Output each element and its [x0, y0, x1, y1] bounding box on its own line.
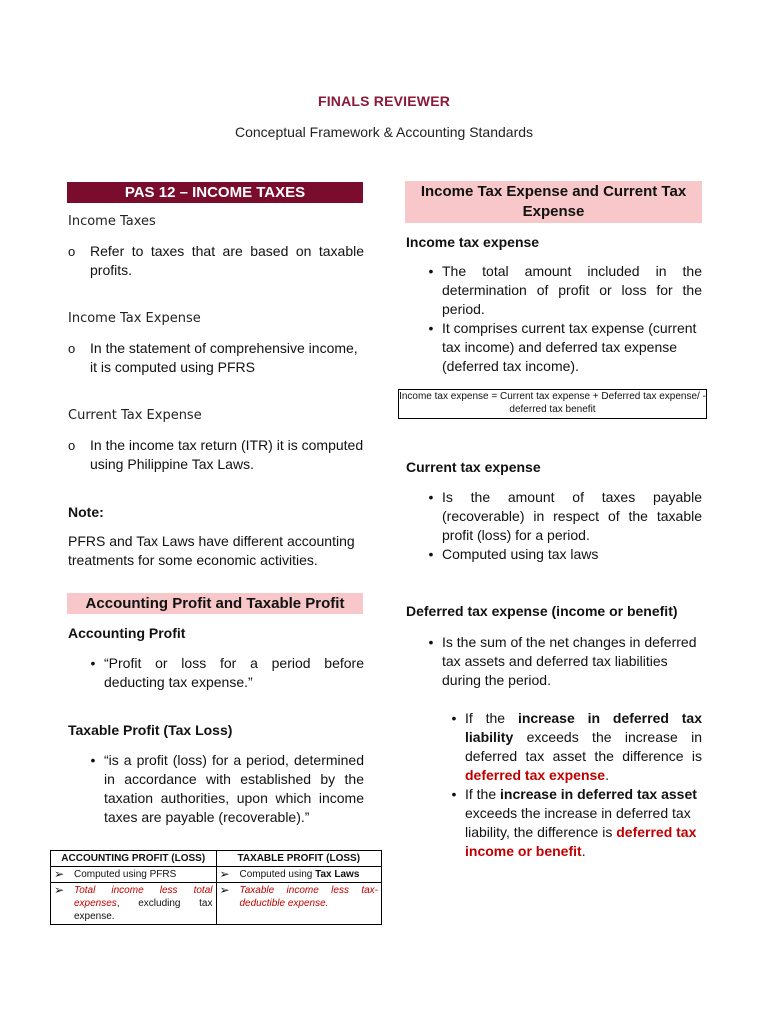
table-header-taxable: TAXABLE PROFIT (LOSS) [216, 851, 382, 867]
taxable-profit-heading: Taxable Profit (Tax Loss) [68, 722, 233, 738]
list-item [406, 545, 702, 564]
taxable-profit-text: “is a profit (loss) for a period, determined in accordance with established by the taxation authorities, upon which income taxes are payable (recoverable).” [104, 752, 364, 825]
arrow-bullet-icon: ➢ [219, 883, 230, 897]
text: If the [465, 710, 518, 726]
document-title: FINALS REVIEWER [317, 93, 451, 109]
current-tax-expense-heading: Current Tax Expense [68, 408, 202, 423]
bullet: • [428, 320, 434, 336]
cell-text-red: Taxable income less tax-deductible expense. [239, 885, 378, 909]
bullet: • [428, 489, 434, 505]
arrow-bullet-icon: ➢ [54, 867, 65, 881]
note-text: PFRS and Tax Laws have different accounting treatments for some economic activities. [68, 533, 355, 568]
cell-text [240, 868, 379, 881]
table-row [51, 867, 382, 883]
cell-text: Computed using PFRS [74, 869, 177, 880]
list-item [406, 262, 702, 319]
table-line [54, 884, 213, 923]
cte-item-1: Is the amount of taxes payable (recoverable) in respect of the taxable profit (loss) for a period. [442, 489, 702, 543]
document-subtitle: Conceptual Framework & Accounting Standards [234, 124, 534, 140]
cell-text-plain: Computed using [239, 869, 316, 880]
left-column-lower [68, 624, 364, 827]
cell-text [74, 884, 213, 923]
cell-text-bold: Tax Laws [315, 869, 360, 880]
table-cell [216, 883, 382, 925]
income-taxes-item [68, 242, 364, 280]
taxable-profit-item [68, 751, 364, 827]
text: exceeds the increase in deferred tax asset the difference is [465, 729, 702, 764]
ite-cte-banner: Income Tax Expense and Current Tax Expense [405, 181, 702, 223]
income-tax-expense-item [68, 339, 364, 377]
table-line [220, 884, 379, 910]
dte-heading: Deferred tax expense (income or benefit) [406, 603, 678, 619]
cell-text-plain: , excluding tax expense. [74, 898, 213, 922]
table-line [220, 868, 379, 881]
red-text: deferred tax income or benefit [465, 824, 697, 859]
text: . [605, 767, 609, 783]
bullet: • [451, 710, 457, 726]
cte-item-2: Computed using tax laws [442, 546, 599, 562]
accounting-profit-heading: Accounting Profit [68, 625, 186, 641]
bold-text: increase in deferred tax liability [465, 710, 702, 745]
bold-text: increase in deferred tax asset [500, 786, 697, 802]
ite-heading: Income tax expense [406, 234, 540, 250]
arrow-bullet-icon: ➢ [54, 883, 65, 897]
current-tax-expense-item [68, 436, 364, 474]
list-item [406, 488, 702, 545]
text: . [581, 843, 586, 859]
list-item [406, 785, 702, 861]
table-cell [216, 867, 382, 883]
bullet: • [428, 263, 434, 279]
ite-item-1: The total amount included in the determination of profit or loss for the period. [442, 263, 702, 317]
list-item [406, 633, 702, 690]
table-header-row [51, 851, 382, 867]
ite-item-2: It comprises current tax expense (current tax income) and deferred tax expense (deferred tax income). [442, 320, 697, 374]
table-line [54, 868, 213, 881]
income-taxes-text: Refer to taxes that are based on taxable profits. [90, 243, 364, 278]
table-row [51, 883, 382, 925]
cell-text-red: Total income less total expenses [74, 885, 213, 909]
table-header-accounting: ACCOUNTING PROFIT (LOSS) [51, 851, 217, 867]
right-column [406, 233, 702, 376]
dte-item: Is the sum of the net changes in deferred tax assets and deferred tax liabilities during the period. [442, 634, 697, 688]
red-text: deferred tax expense [465, 767, 606, 783]
text: If the [465, 786, 501, 802]
income-tax-expense-heading: Income Tax Expense [68, 311, 201, 326]
circle-bullet: o [68, 341, 76, 356]
table-cell [51, 883, 217, 925]
profit-comparison-table [50, 850, 382, 925]
dte-sub-2 [465, 785, 702, 861]
note-heading: Note: [68, 504, 104, 520]
accounting-profit-text: “Profit or loss for a period before deducting tax expense.” [104, 655, 364, 690]
right-column-mid [406, 458, 702, 564]
formula-box: Income tax expense = Current tax expense + Deferred tax expense/ - deferred tax benefit [398, 389, 707, 419]
bullet: • [428, 546, 434, 562]
accounting-profit-item [68, 654, 364, 692]
dte-sub-1 [465, 709, 702, 785]
table-cell [51, 867, 217, 883]
bullet: • [428, 634, 434, 650]
bullet: • [90, 655, 96, 671]
bullet: • [90, 752, 96, 768]
list-item [406, 709, 702, 785]
list-item [406, 319, 702, 376]
right-column-lower [406, 602, 702, 861]
text: exceeds the increase in deferred tax liability, the difference is [465, 805, 691, 840]
circle-bullet: o [68, 438, 76, 453]
arrow-bullet-icon: ➢ [219, 867, 230, 881]
left-column [68, 212, 364, 570]
pas12-banner: PAS 12 – INCOME TAXES [67, 182, 363, 203]
income-tax-expense-text: In the statement of comprehensive income, it is computed using PFRS [90, 340, 358, 375]
bullet: • [451, 786, 457, 802]
cte-heading: Current tax expense [406, 459, 541, 475]
circle-bullet: o [68, 244, 76, 259]
current-tax-expense-text: In the income tax return (ITR) it is computed using Philippine Tax Laws. [90, 437, 364, 472]
income-taxes-heading: Income Taxes [68, 214, 156, 229]
accounting-taxable-banner: Accounting Profit and Taxable Profit [67, 593, 363, 614]
